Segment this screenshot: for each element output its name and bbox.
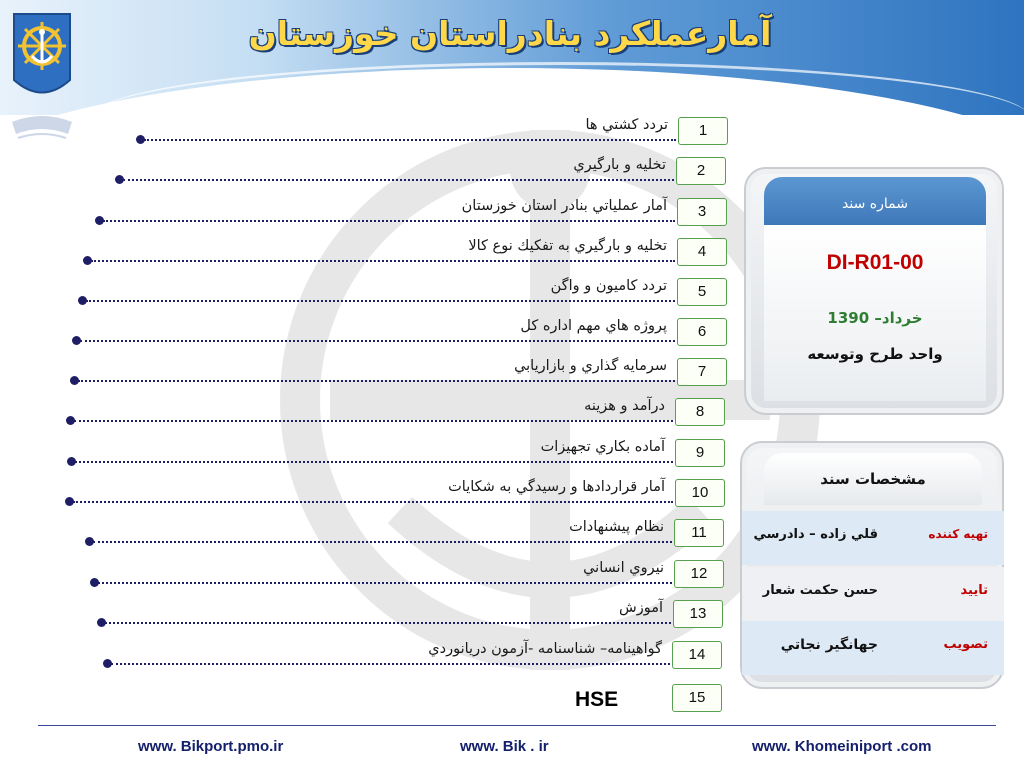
- menu-label[interactable]: پروژه هاي مهم اداره كل: [520, 318, 667, 334]
- menu-row[interactable]: [0, 439, 740, 479]
- menu-label[interactable]: نيروي انساني: [583, 560, 664, 576]
- spec-row-approved-by: [742, 567, 1004, 621]
- leader-bullet: [83, 256, 92, 265]
- document-number-body: [764, 225, 986, 401]
- leader-bullet: [70, 376, 79, 385]
- menu-label[interactable]: تردد كاميون و واگن: [550, 278, 667, 294]
- menu-number-box[interactable]: 12: [674, 560, 724, 588]
- menu-number-box[interactable]: 11: [674, 519, 724, 547]
- menu-row[interactable]: [0, 560, 740, 600]
- leader-line: [78, 380, 675, 382]
- menu-label[interactable]: آموزش: [619, 600, 663, 616]
- document-unit: واحد طرح وتوسعه: [807, 345, 943, 363]
- leader-bullet: [67, 457, 76, 466]
- menu-number-box[interactable]: 7: [677, 358, 727, 386]
- leader-bullet: [78, 296, 87, 305]
- footer-link-bik[interactable]: www. Bik . ir: [460, 738, 549, 755]
- spec-row-ratified-by: [742, 621, 1004, 675]
- leader-line: [105, 622, 671, 624]
- menu-number-box[interactable]: 15: [672, 684, 722, 712]
- menu-number-box[interactable]: 8: [675, 398, 725, 426]
- document-specs-panel: [740, 441, 1004, 689]
- menu-row[interactable]: [0, 600, 740, 640]
- footer-link-khomeiniport[interactable]: www. Khomeiniport .com: [752, 738, 932, 755]
- menu-label[interactable]: آمار قراردادها و رسيدگي به شكايات: [448, 479, 665, 495]
- menu-label[interactable]: تخليه و بارگيري: [573, 157, 666, 173]
- leader-bullet: [103, 659, 112, 668]
- spec-name: قلي زاده – دادرسي: [753, 527, 878, 542]
- menu-row[interactable]: [0, 641, 740, 681]
- menu-row[interactable]: [0, 358, 740, 398]
- menu-row[interactable]: [0, 157, 740, 197]
- spec-role: تهيه كننده: [928, 527, 988, 541]
- menu-row[interactable]: [0, 519, 740, 559]
- leader-bullet: [115, 175, 124, 184]
- menu-row[interactable]: [0, 198, 740, 238]
- footer-link-bikport-pmo[interactable]: www. Bikport.pmo.ir: [138, 738, 284, 755]
- leader-line: [86, 300, 675, 302]
- menu-label[interactable]: نظام پيشنهادات: [569, 519, 664, 535]
- menu-row[interactable]: [0, 398, 740, 438]
- leader-line: [91, 260, 675, 262]
- menu-label[interactable]: درآمد و هزينه: [584, 398, 665, 414]
- menu-label-hse[interactable]: HSE: [575, 688, 619, 711]
- leader-line: [111, 663, 670, 665]
- menu-row[interactable]: [0, 238, 740, 278]
- document-code: DI-R01-00: [826, 251, 924, 274]
- menu-number-box[interactable]: 9: [675, 439, 725, 467]
- leader-bullet: [90, 578, 99, 587]
- leader-line: [80, 340, 675, 342]
- menu-number-box[interactable]: 14: [672, 641, 722, 669]
- menu-number-box[interactable]: 1: [678, 117, 728, 145]
- menu-label[interactable]: سرمايه گذاري و بازاريابي: [514, 358, 667, 374]
- document-number-header: شماره سند: [764, 177, 986, 225]
- document-specs-header: مشخصات سند: [764, 453, 982, 505]
- document-date: خرداد– 1390: [827, 309, 923, 327]
- document-number-panel: [744, 167, 1004, 415]
- menu-label[interactable]: تردد كشتي ها: [585, 117, 668, 133]
- menu-number-box[interactable]: 2: [676, 157, 726, 185]
- leader-bullet: [85, 537, 94, 546]
- leader-bullet: [95, 216, 104, 225]
- leader-bullet: [72, 336, 81, 345]
- leader-line: [103, 220, 675, 222]
- slide-title: آمارعملکرد بنادراستان خوزستان: [248, 14, 772, 53]
- leader-bullet: [65, 497, 74, 506]
- leader-line: [74, 420, 673, 422]
- menu-number-box[interactable]: 6: [677, 318, 727, 346]
- leader-bullet: [97, 618, 106, 627]
- leader-bullet: [136, 135, 145, 144]
- menu-number-box[interactable]: 10: [675, 479, 725, 507]
- menu-number-box[interactable]: 5: [677, 278, 727, 306]
- menu-row[interactable]: [0, 117, 740, 157]
- menu-number-box[interactable]: 3: [677, 198, 727, 226]
- menu-label[interactable]: گواهينامه– شناسنامه -آزمون دريانوردي: [428, 641, 662, 657]
- menu-row[interactable]: [0, 479, 740, 519]
- menu-label[interactable]: تخليه و بارگيري به تفكيك نوع كالا: [468, 238, 667, 254]
- spec-name: جهانگير نجاتي: [780, 637, 878, 653]
- leader-line: [98, 582, 672, 584]
- menu-number-box[interactable]: 4: [677, 238, 727, 266]
- leader-line: [73, 501, 673, 503]
- spec-role: تاييد: [960, 583, 988, 598]
- leader-line: [144, 139, 676, 141]
- spec-name: حسن حكمت شعار: [762, 583, 878, 598]
- menu-label[interactable]: آمار عملياتي بنادر استان خوزستان: [461, 198, 667, 214]
- spec-row-prepared-by: [742, 511, 1004, 565]
- menu-label[interactable]: آماده بكاري تجهيزات: [540, 439, 665, 455]
- leader-line: [123, 179, 674, 181]
- spec-role: تصويب: [943, 637, 988, 652]
- menu-row[interactable]: [0, 278, 740, 318]
- menu-number-box[interactable]: 13: [673, 600, 723, 628]
- leader-line: [75, 461, 673, 463]
- menu-row[interactable]: [0, 318, 740, 358]
- leader-line: [93, 541, 672, 543]
- leader-bullet: [66, 416, 75, 425]
- footer-divider: [38, 725, 996, 726]
